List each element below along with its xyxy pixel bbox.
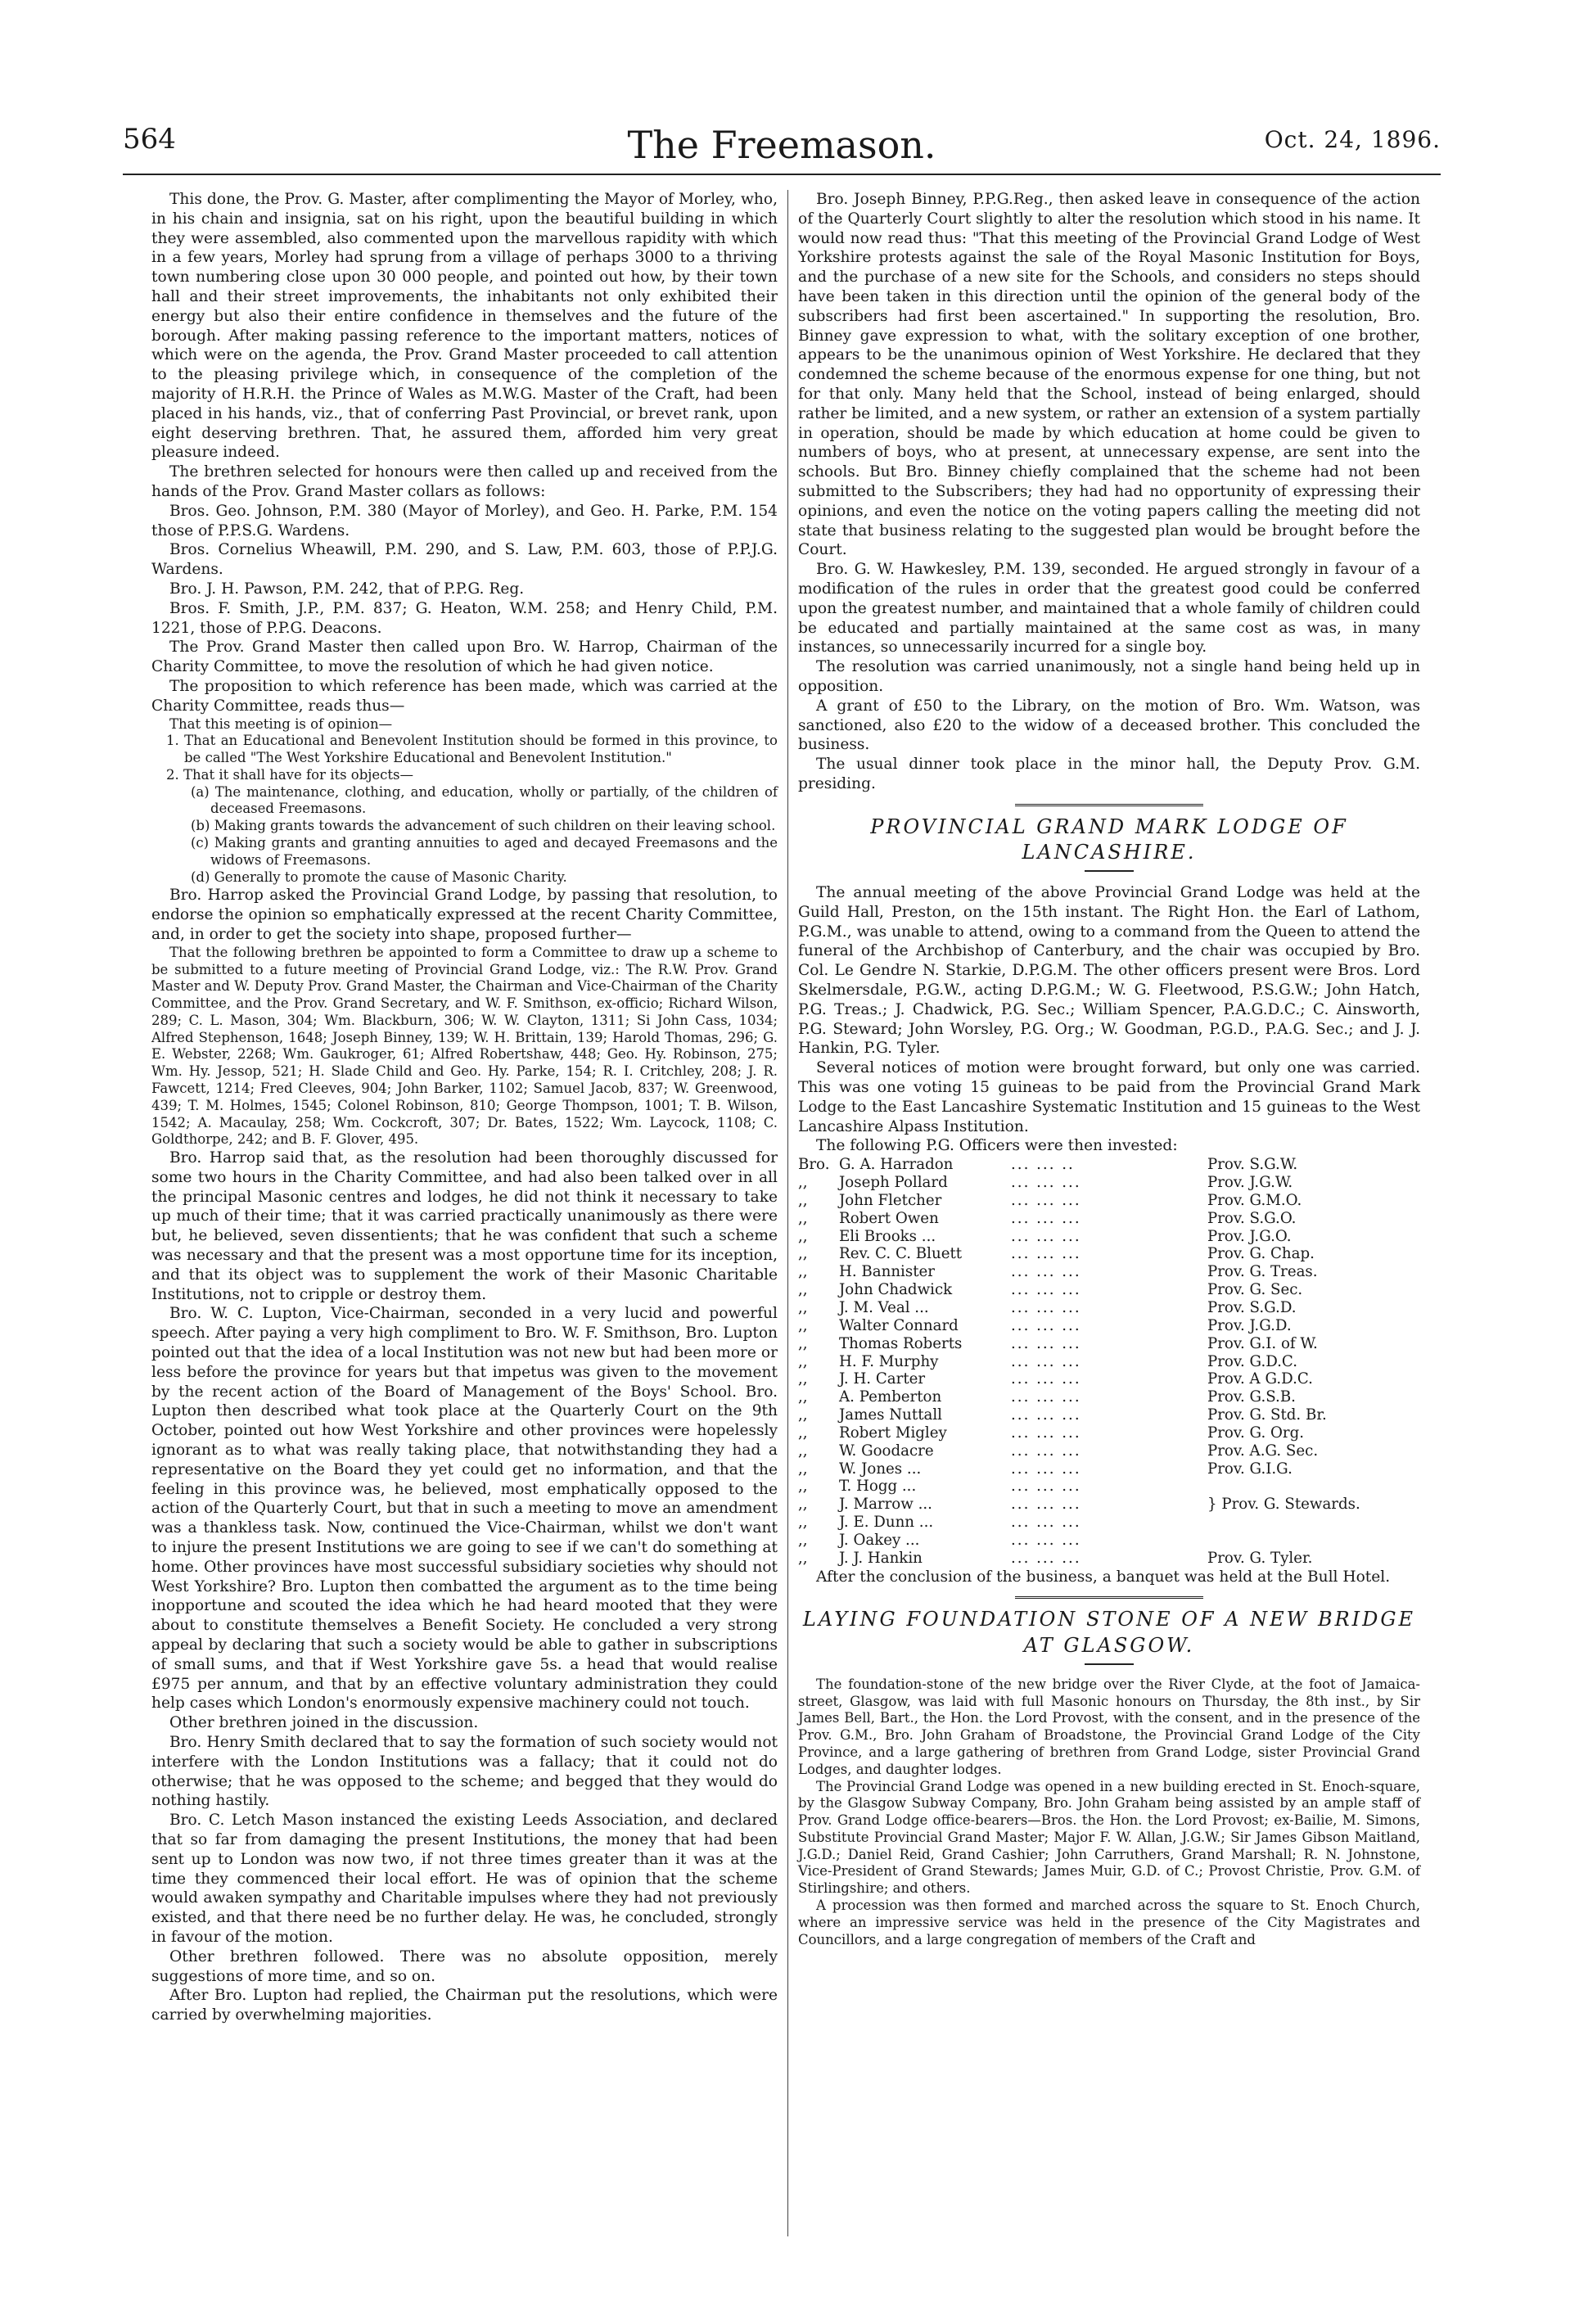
left-column [151, 190, 778, 2025]
paragraph: The foundation-stone of the new bridge over the River Clyde, at the foot of Jamaica-street, Glasgow, was laid with full Masonic honours on Thursday, the 8th inst., by Sir James Bell, Bart., the Hon. the Lord Provost, with the consent, and in the presence of the Prov. G.M., Bro. John Graham of Broadstone, the Provincial Grand Lodge of the City Province, and a large gathering of brethren from Grand Lodge, sister Provincial Grand Lodges, and daughter lodges. [798, 1676, 1420, 1777]
officer-office: Prov. G. Sec. [1207, 1281, 1303, 1299]
officer-name: Eli Brooks ... [839, 1227, 936, 1245]
table-row [798, 1299, 1420, 1317]
officer-name: J. J. Hankin [839, 1549, 923, 1567]
table-row [798, 1424, 1420, 1442]
paragraph: Bro. C. Letch Mason instanced the existing Leeds Association, and declared that so far from damaging the present Institutions, the money that had been sent up to London was now two, if not three times greater than it was at the time they commenced their local effort. He was of opinion that the scheme would awaken sympathy and Charitable impulses where they had not previously existed, and that there need be no further delay. He was, he concluded, strongly in favour of the motion. [151, 1812, 778, 1946]
officer-office: Prov. A G.D.C. [1207, 1370, 1313, 1388]
page-header [123, 123, 1441, 172]
officer-office: Prov. G.M.O. [1207, 1191, 1302, 1209]
resolution-item: 1. That an Educational and Benevolent Institution should be formed in this province, to be called "The West Yorkshire Educational and Benevolent Institution." [166, 733, 778, 766]
table-row [798, 1245, 1420, 1263]
officer-office: Prov. G. Tyler. [1207, 1549, 1313, 1567]
officer-name: Robert Migley [839, 1424, 947, 1442]
officer-office: Prov. A.G. Sec. [1207, 1442, 1319, 1460]
officer-office: Prov. G.I.G. [1207, 1460, 1293, 1478]
resolution-subitem: (b) Making grants towards the advancement of such children on their leaving school. [191, 818, 776, 834]
paragraph: This done, the Prov. G. Master, after complimenting the Mayor of Morley, who, in his chain and insignia, sat on his right, upon the beautiful building in which they were assembled, also commented upon the marvellous rapidity with which in a few years, Morley had sprung from a village of perhaps 3000 to a thriving town numbering close upon 30 000 people, and pointed out how, by their town hall and their street improvements, the inhabitants not only exhibited their energy but also their entire confidence in themselves and the future of the borough. After making passing reference to the important matters, notices of which were on the agenda, the Prov. Grand Master proceeded to call attention to the pleasing privilege which, in consequence of the completion of the majority of H.R.H. the Prince of Wales as M.W.G. Master of the Craft, had been placed in his hands, viz., that of conferring Past Provincial, or brevet rank, upon eight deserving brethren. That, he assured them, afforded him very great pleasure indeed. [151, 191, 778, 462]
paragraph: The following P.G. Officers were then invested: [816, 1137, 1178, 1155]
leader-dots: ... ... ... [1011, 1424, 1081, 1442]
table-row [798, 1388, 1420, 1406]
officer-office: Prov. J.G.O. [1207, 1227, 1292, 1245]
officer-office: Prov. G. Chap. [1207, 1245, 1315, 1263]
leader-dots: ... ... ... [1011, 1245, 1081, 1263]
page-number: 564 [123, 123, 176, 156]
officer-prefix: ,, [798, 1245, 808, 1263]
officer-prefix: ,, [798, 1478, 808, 1496]
paragraph: Several notices of motion were brought forward, but only one was carried. This was one voting 15 guineas to be paid from the Provincial Grand Mark Lodge to the East Lancashire Systematic Institution and 15 guineas to the West Lancashire Alpass Institution. [798, 1059, 1420, 1135]
officer-prefix: ,, [798, 1316, 808, 1334]
officer-prefix: ,, [798, 1370, 808, 1388]
officer-name: J. Marrow ... [839, 1496, 932, 1514]
officer-prefix: ,, [798, 1460, 808, 1478]
column-divider [787, 190, 788, 2236]
leader-dots: ... ... ... [1011, 1460, 1081, 1478]
leader-dots: ... ... ... [1011, 1352, 1081, 1370]
officer-name: H. F. Murphy [839, 1352, 939, 1370]
officer-prefix: ,, [798, 1424, 808, 1442]
table-row [798, 1496, 1420, 1514]
table-row [798, 1460, 1420, 1478]
paragraph: After Bro. Lupton had replied, the Chairman put the resolutions, which were carried by overwhelming majorities. [151, 1987, 778, 2024]
leader-dots: ... ... ... [1011, 1227, 1081, 1245]
officer-office: Prov. S.G.W. [1207, 1156, 1298, 1174]
officer-prefix: ,, [798, 1263, 808, 1281]
leader-dots: ... ... ... [1011, 1191, 1081, 1209]
officer-office [1207, 1532, 1420, 1550]
officer-prefix: ,, [798, 1334, 808, 1352]
table-row [798, 1156, 1420, 1174]
paragraph: Bros. Cornelius Wheawill, P.M. 290, and S. Law, P.M. 603, those of P.P.J.G. Wardens. [151, 541, 778, 579]
table-row [798, 1263, 1420, 1281]
officer-prefix: ,, [798, 1191, 808, 1209]
officer-office: Prov. G. Std. Br. [1207, 1406, 1327, 1424]
paragraph: The resolution was carried unanimously, not a single hand being held up in opposition. [798, 658, 1420, 695]
leader-dots: ... ... .. [1011, 1156, 1075, 1174]
issue-date: Oct. 24, 1896. [1264, 126, 1441, 153]
table-row [798, 1210, 1420, 1228]
committee-list: That the following brethren be appointed to form a Committee to draw up a scheme to be submitted to a future meeting of Provincial Grand Lodge, viz.: The R.W. Prov. Grand Master and W. Deputy Prov. Grand Master, the Chairman and Vice-Chairman of the Charity Committee, and the Prov. Grand Secretary, and W. F. Smithson, ex-officio; Richard Wilson, 289; C. L. Mason, 304; Wm. Blackburn, 306; W. W. Clayton, 1311; Si John Cass, 1034; Alfred Stephenson, 1648; Joseph Binney, 139; W. H. Brittain, 139; Harold Thomas, 296; G. E. Webster, 2268; Wm. Gaukroger, 61; Alfred Robertshaw, 448; Geo. Hy. Robinson, 275; Wm. Hy. Jessop, 521; H. Slade Child and Geo. Hy. Parke, 154; R. I. Critchley, 208; J. R. Fawcett, 1214; Fred Cleeves, 904; John Barker, 1102; Samuel Jacob, 837; W. Greenwood, 439; T. M. Holmes, 1545; Colonel Robinson, 810; George Thompson, 1001; T. B. Wilson, 1542; A. Macaulay, 258; Wm. Cockcroft, 307; Dr. Bates, 1522; Wm. Laycock, 1108; C. Goldthorpe, 242; and B. F. Glover, 495. [151, 944, 778, 1148]
leader-dots: ... ... ... [1011, 1549, 1081, 1567]
officer-name: Joseph Pollard [839, 1174, 948, 1192]
leader-dots: ... ... ... [1011, 1263, 1081, 1281]
officer-name: J. H. Carter [839, 1370, 926, 1388]
officer-prefix: ,, [798, 1442, 808, 1460]
paragraph: Bro. W. C. Lupton, Vice-Chairman, seconded in a very lucid and powerful speech. After paying a very high compliment to Bro. W. F. Smithson, Bro. Lupton pointed out that the idea of a local Institution was not new but had been more or less before the province for years but that impetus was given to the movement by the recent action of the Board of Management of the Boys' School. Bro. Lupton then described what took place at the Quarterly Court on the 9th October, pointed out how West Yorkshire and other provinces were hopelessly ignorant as to what was really taking place, that notwithstanding they had a representative on the Board they yet could get no information, and that the feeling in this province was, he believed, most emphatically opposed to the action of the Quarterly Court, but that in such a meeting to move an amendment was a thankless task. Now, continued the Vice-Chairman, whilst we don't want to injure the present Institutions we are going to see if we can't do something at home. Other provinces have most successful subsidiary societies why should not West Yorkshire? Bro. Lupton then combatted the argument as to the time being inopportune and scouted the idea which he had heard mooted that they were about to constitute themselves a Benefit Society. He concluded a very strong appeal by declaring that such a society would be able to gather in subscriptions of small sums, and that if West Yorkshire gave 5s. a head that would realise £975 per annum, and that by an effective voluntary administration they could help cases which London's enormously expensive machinery could not touch. [151, 1305, 778, 1713]
table-row [798, 1514, 1420, 1532]
officer-office: Prov. G. Org. [1207, 1424, 1305, 1442]
officer-office [1207, 1514, 1420, 1532]
table-row [798, 1335, 1420, 1353]
masthead-title: The Freemason. [627, 123, 936, 167]
officer-prefix: ,, [798, 1281, 808, 1299]
officer-prefix: ,, [798, 1174, 808, 1192]
leader-dots: ... ... ... [1011, 1496, 1081, 1514]
section-rule [1015, 1596, 1203, 1599]
officer-prefix: ,, [798, 1514, 808, 1532]
leader-dots: ... ... ... [1011, 1298, 1081, 1316]
leader-dots: ... ... ... [1011, 1281, 1081, 1299]
leader-dots: ... ... ... [1011, 1316, 1081, 1334]
leader-dots: ... ... ... [1011, 1209, 1081, 1227]
table-row [798, 1370, 1420, 1388]
table-row [798, 1317, 1420, 1335]
leader-dots: ... ... ... [1011, 1442, 1081, 1460]
header-rule [123, 174, 1441, 175]
table-row [798, 1174, 1420, 1192]
resolution-subitem: (a) The maintenance, clothing, and education, wholly or partially, of the children of deceased Freemasons. [191, 783, 778, 817]
paragraph: Other brethren followed. There was no absolute opposition, merely suggestions of more time, and so on. [151, 1947, 778, 1985]
section-rule [1015, 804, 1203, 806]
table-row [798, 1406, 1420, 1424]
paragraph: Bros. Geo. Johnson, P.M. 380 (Mayor of Morley), and Geo. H. Parke, P.M. 154 those of P.P.S.G. Wardens. [151, 502, 778, 539]
section-heading: LAYING FOUNDATION STONE OF A NEW BRIDGE AT GLASGOW. [802, 1608, 1416, 1657]
officer-prefix: ,, [798, 1531, 808, 1549]
table-row [798, 1550, 1420, 1568]
paragraph: The annual meeting of the above Provincial Grand Lodge was held at the Guild Hall, Preston, on the 15th instant. The Right Hon. the Earl of Lathom, P.G.M., was unable to attend, owing to a command from the Queen to attend the funeral of the Archbishop of Canterbury, and the chair was occupied by Bro. Col. Le Gendre N. Starkie, D.P.G.M. The other officers present were Bros. Lord Skelmersdale, P.G.W., acting D.P.G.M.; W. G. Fleetwood, P.S.G.W.; John Hatch, P.G. Treas.; J. Chadwick, P.G. Sec.; William Spencer, P.A.G.D.C.; C. Ainsworth, P.G. Steward; John Worsley, P.G. Org.; W. Goodman, P.G.D., P.A.G. Sec.; and J. J. Hankin, P.G. Tyler. [798, 884, 1420, 1058]
paragraph: A grant of £50 to the Library, on the motion of Bro. Wm. Watson, was sanctioned, also £20 to the widow of a deceased brother. This concluded the business. [798, 697, 1420, 754]
officer-name: H. Bannister [839, 1263, 935, 1281]
officer-prefix: Bro. [798, 1156, 830, 1174]
officer-name: W. Jones ... [839, 1460, 922, 1478]
leader-dots: ... ... ... [1011, 1514, 1081, 1532]
officer-name: James Nuttall [839, 1406, 942, 1424]
paragraph: The Provincial Grand Lodge was opened in a new building erected in St. Enoch-square, by the Glasgow Subway Company, Bro. John Graham being assisted by an ample staff of Prov. Grand Lodge office-bearers—Bros. the Hon. the Lord Provost; ex-Bailie, M. Simons, Substitute Provincial Grand Master; Major F. W. Allan, J.G.W.; Sir James Gibson Maitland, J.G.D.; Daniel Reid, Grand Cashier; John Carruthers, Grand Marshall; R. N. Johnstone, Vice-President of Grand Stewards; James Muir, G.D. of C.; Provost Christie, Prov. G.M. of Stirlingshire; and others. [798, 1778, 1420, 1897]
officer-name: J. M. Veal ... [839, 1298, 929, 1316]
leader-dots: ... ... ... [1011, 1531, 1081, 1549]
officer-name: G. A. Harradon [839, 1156, 954, 1174]
officer-prefix: ,, [798, 1209, 808, 1227]
officer-name: Robert Owen [839, 1209, 939, 1227]
section-heading: PROVINCIAL GRAND MARK LODGE OF LANCASHIRE. [870, 815, 1348, 864]
paragraph: Bro. Harrop asked the Provincial Grand Lodge, by passing that resolution, to endorse the opinion so emphatically expressed at the recent Charity Committee, and, in order to get the society into shape, proposed further— [151, 887, 778, 943]
officer-prefix: ,, [798, 1496, 808, 1514]
officer-prefix: ,, [798, 1549, 808, 1567]
paragraph: Bro. Joseph Binney, P.P.G.Reg., then asked leave in consequence of the action of the Quarterly Court slightly to alter the resolution which stood in his name. It would now read thus: "That this meeting of the Provincial Grand Lodge of West Yorkshire protests against the sale of the Royal Masonic Institution for Boys, and the purchase of a new site for the Schools, and considers no steps should have been taken in this direction until the opinion of the general body of the subscribers had first been ascertained." In supporting the resolution, Bro. Binney gave expression to what, with the solitary exception of one brother, appears to be the unanimous opinion of West Yorkshire. He declared that they condemned the scheme because of the enormous expense for one thing, but not for that only. Many held that the School, instead of being enlarged, should rather be limited, and a new system, or rather an extension of a system partially in operation, should be made by which education at home could be given to numbers of boys, who at present, at unnecessary expense, are sent into the schools. But Bro. Binney chiefly complained that the scheme had not been submitted to the Subscribers; they had had no opportunity of expressing their opinions, and even the notice on the voting papers calling the meeting did not state that business relating to the suggested plan would be brought before the Court. [798, 191, 1420, 559]
officer-office [1207, 1478, 1420, 1496]
leader-dots: ... ... ... [1011, 1388, 1081, 1406]
officer-office: Prov. S.G.O. [1207, 1209, 1297, 1227]
paragraph: Bro. Harrop said that, as the resolution had been thoroughly discussed for some two hours in the Charity Committee, and had also been talked over in all the principal Masonic centres and lodges, he did not think it necessary to take up much of their time; that it was carried practically unanimously as there were but, he believed, seven dissentients; that he was confident that such a scheme was necessary and that the present was a most opportune time for its inception, and that its object was to supplement the work of their Masonic Charitable Institutions, not to cripple or destroy them. [151, 1149, 778, 1303]
officer-name: Thomas Roberts [839, 1334, 963, 1352]
paragraph: The usual dinner took place in the minor hall, the Deputy Prov. G.M. presiding. [798, 756, 1420, 792]
officer-office: Prov. S.G.D. [1207, 1298, 1297, 1316]
table-row [798, 1442, 1420, 1460]
officer-name: John Chadwick [839, 1281, 953, 1299]
officer-name: W. Goodacre [839, 1442, 934, 1460]
officer-name: Rev. C. C. Bluett [839, 1245, 963, 1263]
officer-office: Prov. J.G.W. [1207, 1174, 1293, 1192]
paragraph: The proposition to which reference has been made, which was carried at the Charity Committee, reads thus— [151, 677, 778, 715]
table-row [798, 1281, 1420, 1299]
leader-dots: ... ... ... [1011, 1174, 1081, 1192]
officer-office: Prov. G. Treas. [1207, 1263, 1318, 1281]
officer-name: John Fletcher [839, 1191, 942, 1209]
officer-prefix: ,, [798, 1298, 808, 1316]
officer-name: J. Oakey ... [839, 1531, 920, 1549]
paragraph: Other brethren joined in the discussion. [169, 1714, 479, 1732]
table-row [798, 1532, 1420, 1550]
heading-rule [1085, 1663, 1134, 1665]
officer-name: J. E. Dunn ... [839, 1514, 934, 1532]
officers-table [798, 1156, 1420, 1567]
paragraph: Bro. G. W. Hawkesley, P.M. 139, seconded. He argued strongly in favour of a modification of the rules in order that the greatest good could be conferred upon the greatest number, and maintained that a whole family of children could be educated and partially maintained at the same cost as was, in many instances, so unnecessarily incurred for a single boy. [798, 561, 1420, 657]
resolution-subitem: (d) Generally to promote the cause of Masonic Charity. [191, 869, 567, 885]
paragraph: A procession was then formed and marched across the square to St. Enoch Church, where an impressive service was held in the presence of the City Magistrates and Councillors, and a large congregation of members of the Craft and [798, 1897, 1420, 1947]
table-row [798, 1228, 1420, 1246]
table-row [798, 1192, 1420, 1210]
officer-name: Walter Connard [839, 1316, 959, 1334]
officer-name: A. Pemberton [839, 1388, 942, 1406]
officer-office: Prov. G.S.B. [1207, 1388, 1296, 1406]
paragraph: Bros. F. Smith, J.P., P.M. 837; G. Heaton, W.M. 258; and Henry Child, P.M. 1221, those of P.P.G. Deacons. [151, 599, 778, 637]
paragraph: The Prov. Grand Master then called upon Bro. W. Harrop, Chairman of the Charity Committee, to move the resolution of which he had given notice. [151, 639, 778, 676]
right-column [798, 190, 1420, 1948]
officer-name: T. Hogg ... [839, 1478, 917, 1496]
officer-office: Prov. G.I. of W. [1207, 1334, 1318, 1352]
officer-prefix: ,, [798, 1352, 808, 1370]
leader-dots: ... ... ... [1011, 1406, 1081, 1424]
officer-office: } Prov. G. Stewards. [1207, 1496, 1360, 1514]
leader-dots: ... ... ... [1011, 1478, 1081, 1496]
leader-dots: ... ... ... [1011, 1370, 1081, 1388]
officer-office: Prov. G.D.C. [1207, 1352, 1297, 1370]
resolution-subitem: (c) Making grants and granting annuities to aged and decayed Freemasons and the widows of Freemasons. [191, 834, 778, 868]
table-row [798, 1478, 1420, 1496]
resolution-line: That this meeting is of opinion— [169, 715, 393, 732]
leader-dots: ... ... ... [1011, 1334, 1081, 1352]
resolution-item: 2. That it shall have for its objects— [166, 766, 414, 783]
heading-rule [1085, 870, 1134, 872]
paragraph: After the conclusion of the business, a banquet was held at the Bull Hotel. [816, 1568, 1391, 1586]
officer-prefix: ,, [798, 1406, 808, 1424]
paragraph: Bro. J. H. Pawson, P.M. 242, that of P.P.G. Reg. [169, 580, 525, 598]
officer-office: Prov. J.G.D. [1207, 1316, 1292, 1334]
officer-prefix: ,, [798, 1227, 808, 1245]
table-row [798, 1353, 1420, 1371]
paragraph: Bro. Henry Smith declared that to say the formation of such society would not interfere with the London Institutions was a fallacy; that it could not do otherwise; that he was opposed to the scheme; and begged that they would do nothing hastily. [151, 1734, 778, 1810]
paragraph: The brethren selected for honours were then called up and received from the hands of the Prov. Grand Master collars as follows: [151, 463, 778, 500]
officer-prefix: ,, [798, 1388, 808, 1406]
